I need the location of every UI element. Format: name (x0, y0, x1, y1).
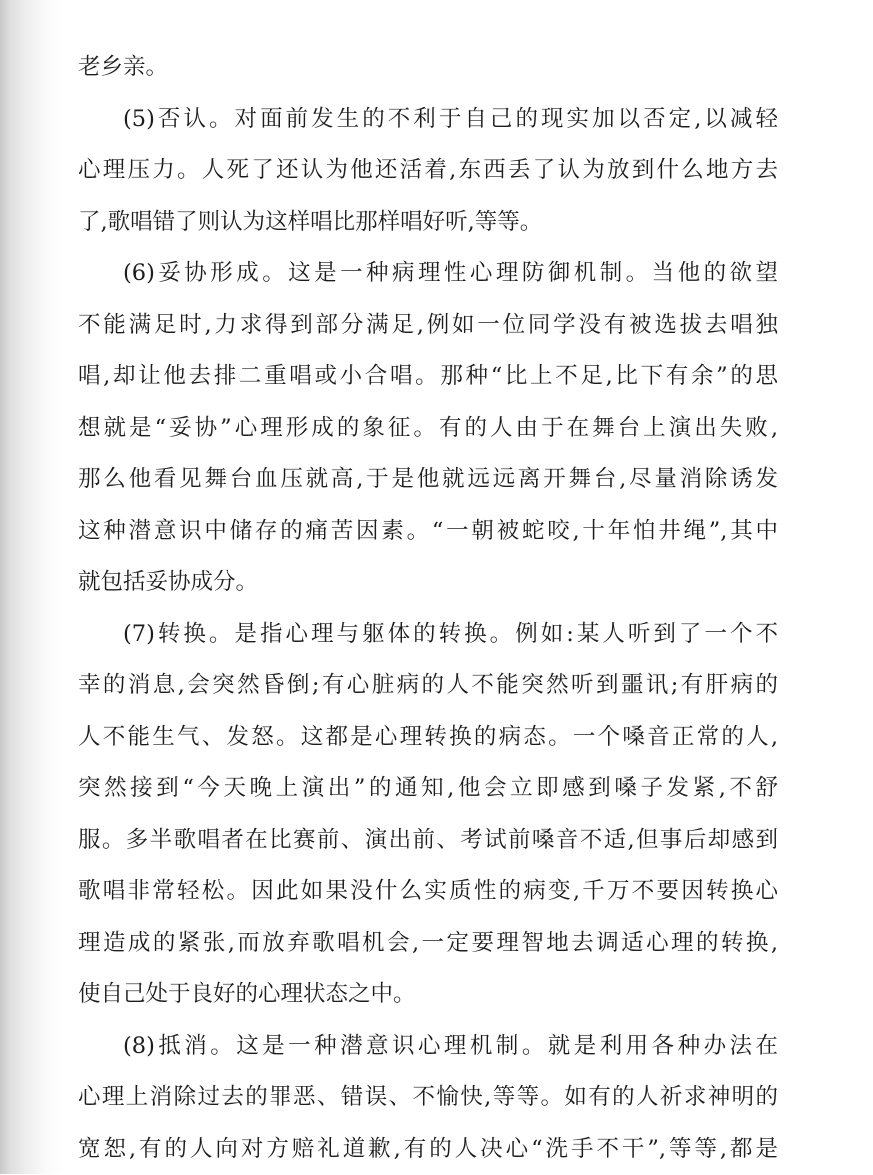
text-line: 那么他看见舞台血压就高,于是他就远远离开舞台,尽量消除诱发 (78, 454, 778, 506)
text-line: 了,歌唱错了则认为这样唱比那样唱好听,等等。 (78, 197, 778, 249)
text-line: 唱,却让他去排二重唱或小合唱。那种“比上不足,比下有余”的思 (78, 351, 778, 403)
paragraph-5-heading-line: (5)否认。对面前发生的不利于自己的现实加以否定,以减轻 (78, 94, 778, 146)
text-line: 这种潜意识中储存的痛苦因素。“一朝被蛇咬,十年怕井绳”,其中 (78, 506, 778, 558)
text-line: 心理压力。人死了还认为他还活着,东西丢了认为放到什么地方去 (78, 145, 778, 197)
text-line: 宽恕,有的人向对方赔礼道歉,有的人决心“洗手不干”,等等,都是 (78, 1124, 778, 1175)
text-line: 老乡亲。 (78, 42, 778, 94)
text-line: 人不能生气、发怒。这都是心理转换的病态。一个嗓音正常的人, (78, 712, 778, 764)
paragraph-7-heading-line: (7)转换。是指心理与躯体的转换。例如:某人听到了一个不 (78, 609, 778, 661)
text-line: 幸的消息,会突然昏倒;有心脏病的人不能突然听到噩讯;有肝病的 (78, 660, 778, 712)
text-line: 理造成的紧张,而放弃歌唱机会,一定要理智地去调适心理的转换, (78, 918, 778, 970)
text-line: 服。多半歌唱者在比赛前、演出前、考试前嗓音不适,但事后却感到 (78, 815, 778, 867)
text-line: 想就是“妥协”心理形成的象征。有的人由于在舞台上演出失败, (78, 403, 778, 455)
text-line: 心理上消除过去的罪恶、错误、不愉快,等等。如有的人祈求神明的 (78, 1072, 778, 1124)
body-text (78, 42, 778, 1175)
text-line: 突然接到“今天晚上演出”的通知,他会立即感到嗓子发紧,不舒 (78, 763, 778, 815)
text-line: 不能满足时,力求得到部分满足,例如一位同学没有被选拔去唱独 (78, 300, 778, 352)
paragraph-6-heading-line: (6)妥协形成。这是一种病理性心理防御机制。当他的欲望 (78, 248, 778, 300)
text-line: 就包括妥协成分。 (78, 557, 778, 609)
paragraph-8-heading-line: (8)抵消。这是一种潜意识心理机制。就是利用各种办法在 (78, 1021, 778, 1073)
text-line: 歌唱非常轻松。因此如果没什么实质性的病变,千万不要因转换心 (78, 866, 778, 918)
text-line: 使自己处于良好的心理状态之中。 (78, 969, 778, 1021)
